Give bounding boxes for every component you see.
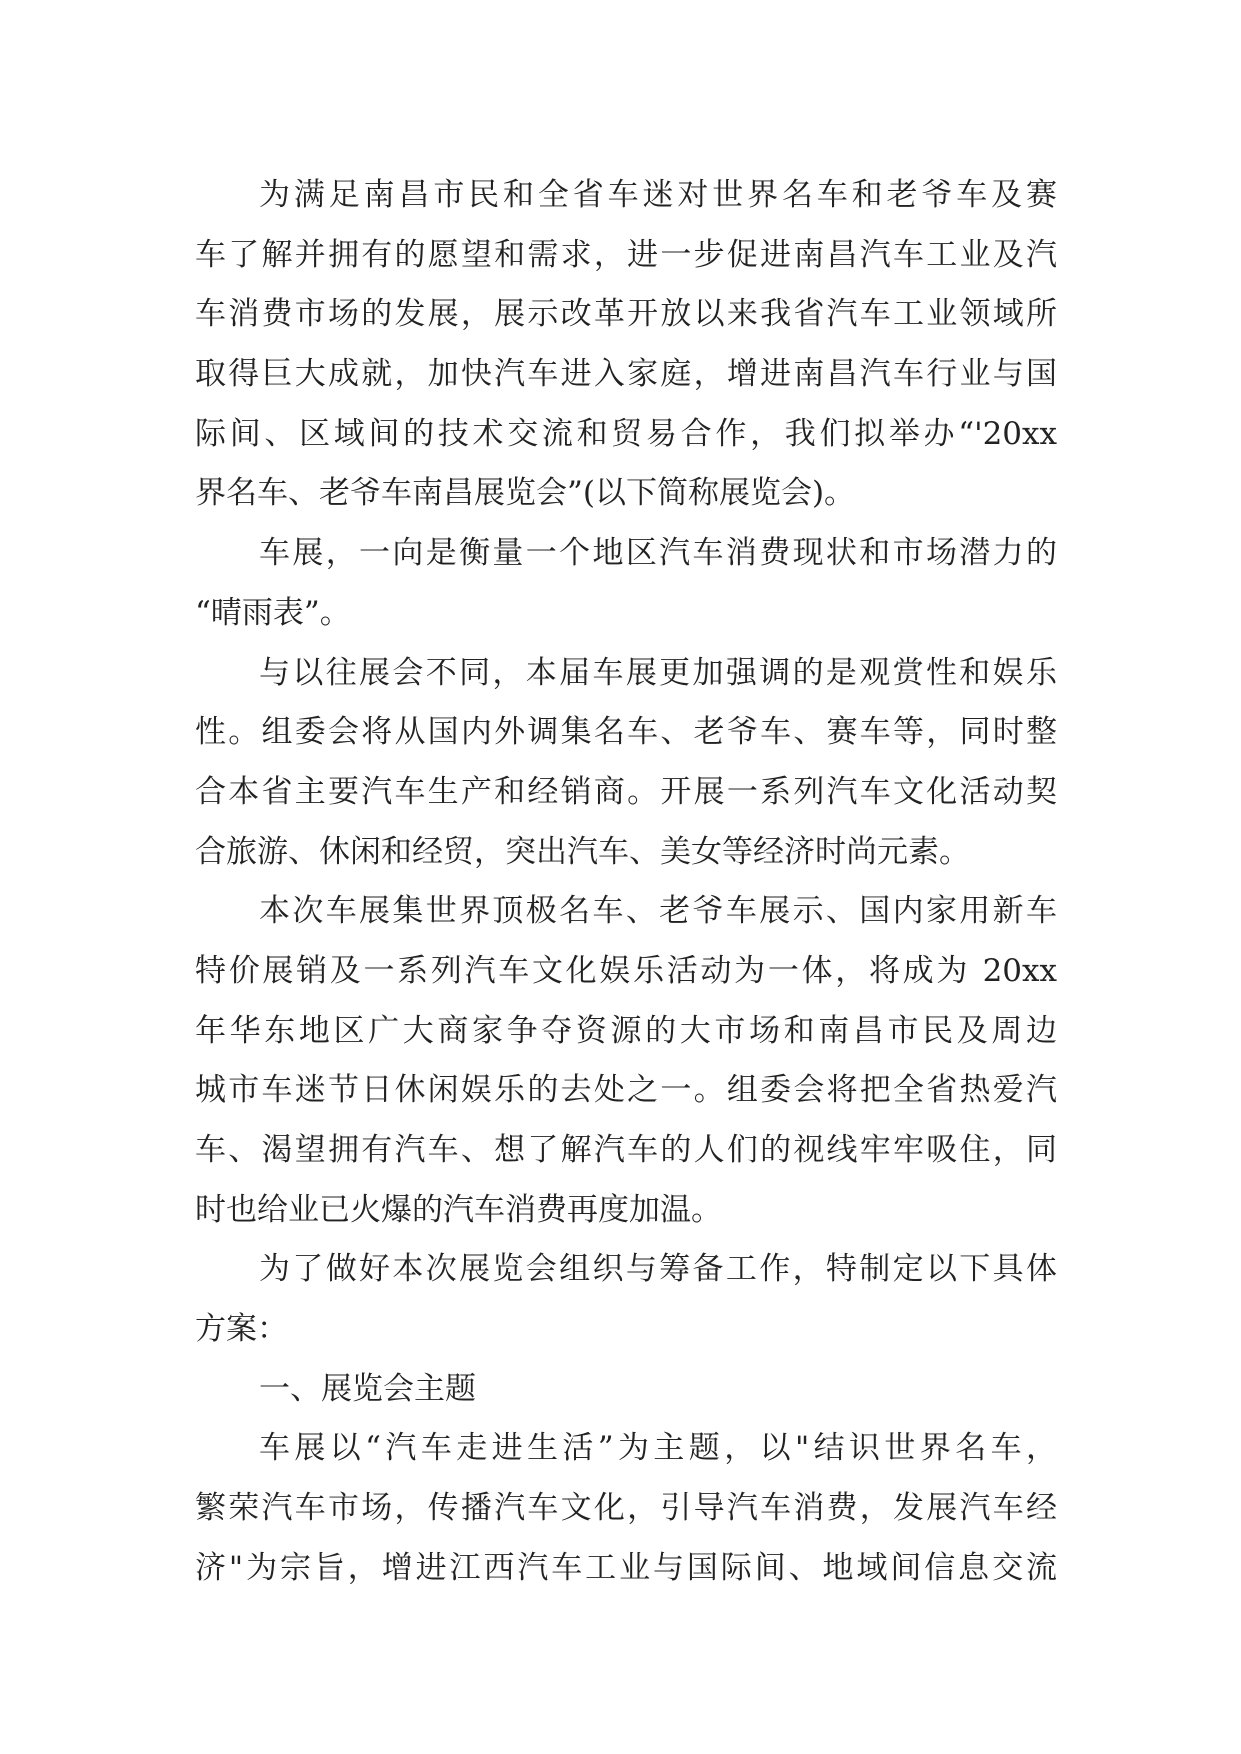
paragraph-1-line-1: 为满足南昌市民和全省车迷对世界名车和老爷车及赛 [259, 177, 1057, 213]
paragraph-3-line-2: 性。组委会将从国内外调集名车、老爷车、赛车等，同时整 [195, 714, 1057, 751]
paragraph-6-line-2: 繁荣汽车市场，传播汽车文化，引导汽车消费，发展汽车经 [195, 1490, 1057, 1527]
paragraph-1-line-5: 际间、区域间的技术交流和贸易合作，我们拟举办“'20xx [195, 415, 1057, 452]
paragraph-1-line-4: 取得巨大成就，加快汽车进入家庭，增进南昌汽车行业与国 [195, 356, 1057, 393]
paragraph-4-line-4: 城市车迷节日休闲娱乐的去处之一。组委会将把全省热爱汽 [195, 1072, 1057, 1109]
paragraph-1-line-6: 界名车、老爷车南昌展览会”(以下简称展览会)。 [195, 475, 856, 512]
paragraph-4-line-1: 本次车展集世界顶极名车、老爷车展示、国内家用新车 [259, 893, 1057, 930]
paragraph-6-line-1: 车展以“汽车走进生活”为主题，以"结识世界名车， [259, 1430, 1057, 1467]
paragraph-5-line-2: 方案： [195, 1311, 288, 1348]
paragraph-5-line-1: 为了做好本次展览会组织与筹备工作，特制定以下具体 [259, 1251, 1057, 1288]
paragraph-3-line-4: 合旅游、休闲和经贸，突出汽车、美女等经济时尚元素。 [195, 833, 970, 870]
paragraph-6-line-3: 济"为宗旨，增进江西汽车工业与国际间、地域间信息交流 [195, 1549, 1057, 1586]
paragraph-3-line-3: 合本省主要汽车生产和经销商。开展一系列汽车文化活动契 [195, 773, 1057, 810]
paragraph-3-line-1: 与以往展会不同，本届车展更加强调的是观赏性和娱乐 [259, 654, 1057, 691]
document-body [195, 166, 1057, 1599]
paragraph-4-line-2: 特价展销及一系列汽车文化娱乐活动为一体，将成为 20xx [195, 952, 1057, 989]
paragraph-2-line-1: 车展，一向是衡量一个地区汽车消费现状和市场潜力的 [259, 535, 1057, 572]
paragraph-4-line-5: 车、渴望拥有汽车、想了解汽车的人们的视线牢牢吸住，同 [195, 1132, 1057, 1168]
paragraph-4-line-6: 时也给业已火爆的汽车消费再度加温。 [195, 1191, 722, 1228]
paragraph-1-line-2: 车了解并拥有的愿望和需求，进一步促进南昌汽车工业及汽 [195, 236, 1057, 273]
paragraph-1-line-3: 车消费市场的发展，展示改革开放以来我省汽车工业领域所 [195, 296, 1057, 333]
paragraph-4-line-3: 年华东地区广大商家争夺资源的大市场和南昌市民及周边 [195, 1012, 1057, 1049]
paragraph-2-line-2: “晴雨表”。 [195, 594, 351, 631]
section-heading-1: 一、展览会主题 [259, 1370, 476, 1407]
